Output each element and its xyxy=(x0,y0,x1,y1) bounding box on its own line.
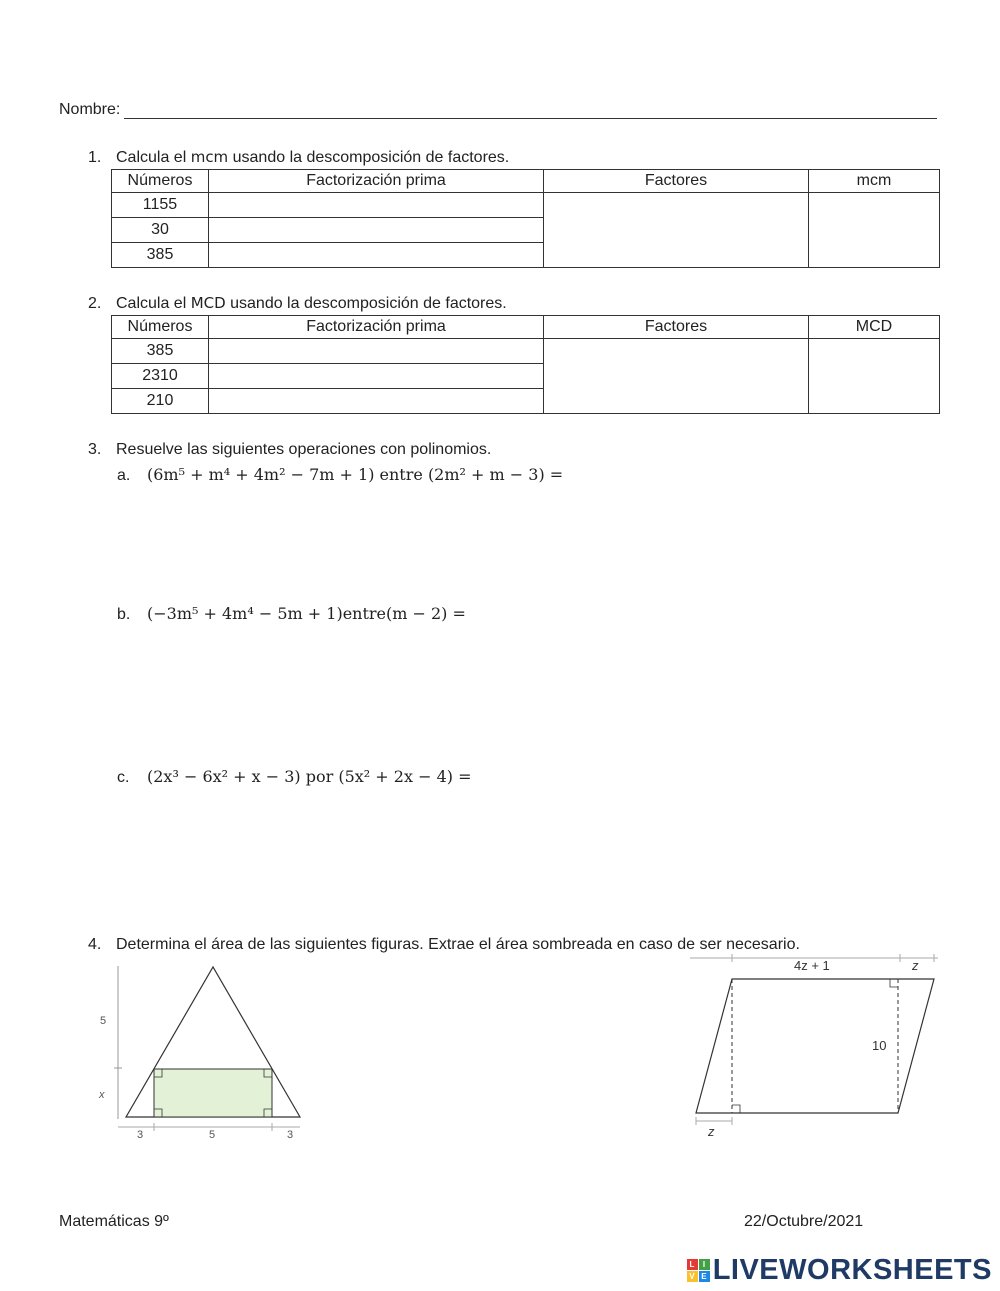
q2-header-mcd: MCD xyxy=(809,316,940,339)
q1-factorization-input[interactable] xyxy=(209,243,544,268)
q1-number-cell: 30 xyxy=(112,218,209,243)
q2-text-before: Calcula el xyxy=(116,295,191,312)
q1-number: 1. xyxy=(88,149,102,166)
name-field[interactable] xyxy=(59,101,937,119)
shaded-rectangle xyxy=(154,1069,272,1117)
triangle-label-x: x xyxy=(99,1089,105,1101)
q1-number-cell: 1155 xyxy=(112,193,209,218)
triangle-label-base-mid: 5 xyxy=(209,1129,216,1141)
q3-number: 3. xyxy=(88,441,102,458)
q2-number-cell: 2310 xyxy=(112,364,209,389)
parallelogram-figure xyxy=(690,952,950,1142)
q1-factores-input[interactable] xyxy=(544,193,809,268)
parallelogram-label-height: 10 xyxy=(872,1038,887,1053)
q1-keyword: mcm xyxy=(190,148,229,166)
q2-factores-input[interactable] xyxy=(544,339,809,414)
triangle-label-base-right: 3 xyxy=(287,1129,294,1141)
q3c-item xyxy=(117,767,471,787)
q1-header-factorizacion: Factorización prima xyxy=(209,170,544,193)
q2-header-row xyxy=(112,316,940,339)
brand-logo-letter: E xyxy=(699,1271,710,1282)
q2-prompt xyxy=(88,294,507,313)
q2-table xyxy=(111,315,940,414)
q2-number-cell: 385 xyxy=(112,339,209,364)
q3a-answer-area[interactable] xyxy=(145,495,935,585)
q3c-expression: (2x³ − 6x² + x − 3) por (5x² + 2x − 4) = xyxy=(147,767,472,786)
q4-text: Determina el área de las siguientes figuras. Extrae el área sombreada en caso de ser necesario. xyxy=(116,936,800,953)
name-blank-line[interactable] xyxy=(124,102,937,119)
q3b-label: b. xyxy=(117,606,131,623)
q3c-answer-area[interactable] xyxy=(145,797,935,917)
parallelogram-label-top: 4z + 1 xyxy=(794,958,830,973)
triangle-label-base-left: 3 xyxy=(137,1129,144,1141)
q1-header-factores: Factores xyxy=(544,170,809,193)
q1-header-row xyxy=(112,170,940,193)
q1-factorization-input[interactable] xyxy=(209,193,544,218)
q2-factorization-input[interactable] xyxy=(209,339,544,364)
q2-factorization-input[interactable] xyxy=(209,364,544,389)
triangle-label-5: 5 xyxy=(100,1015,107,1027)
triangle-figure xyxy=(92,958,312,1148)
q3b-answer-area[interactable] xyxy=(145,634,935,744)
liveworksheets-brand[interactable] xyxy=(687,1254,992,1287)
q1-text-after: usando la descomposición de factores. xyxy=(228,149,510,166)
q1-header-numeros: Números xyxy=(112,170,209,193)
brand-logo-letter: L xyxy=(687,1259,698,1270)
q2-keyword: MCD xyxy=(190,294,226,312)
parallelogram-label-top-offset: z xyxy=(912,958,919,973)
q2-header-factorizacion: Factorización prima xyxy=(209,316,544,339)
q4-number: 4. xyxy=(88,936,102,953)
q1-table xyxy=(111,169,940,268)
q2-mcd-input[interactable] xyxy=(809,339,940,414)
q2-header-numeros: Números xyxy=(112,316,209,339)
q3a-item xyxy=(117,465,563,485)
q2-header-factores: Factores xyxy=(544,316,809,339)
parallelogram-label-bottom-offset: z xyxy=(708,1124,715,1139)
q3a-expression: (6m⁵ + m⁴ + 4m² − 7m + 1) entre (2m² + m − 3) = xyxy=(147,465,564,484)
q2-factorization-input[interactable] xyxy=(209,389,544,414)
q2-number-cell: 210 xyxy=(112,389,209,414)
q3b-item xyxy=(117,604,466,624)
q2-text-after: usando la descomposición de factores. xyxy=(225,295,507,312)
q1-mcm-input[interactable] xyxy=(809,193,940,268)
q3b-expression: (−3m⁵ + 4m⁴ − 5m + 1)entre(m − 2) = xyxy=(147,604,466,623)
q3c-label: c. xyxy=(117,769,130,786)
q1-header-mcm: mcm xyxy=(809,170,940,193)
q2-number: 2. xyxy=(88,295,102,312)
name-label: Nombre: xyxy=(59,101,121,118)
footer-date: 22/Octubre/2021 xyxy=(744,1213,864,1230)
brand-logo-icon xyxy=(687,1259,710,1282)
q1-factorization-input[interactable] xyxy=(209,218,544,243)
brand-logo-letter: V xyxy=(687,1271,698,1282)
q3a-label: a. xyxy=(117,467,131,484)
table-row xyxy=(112,339,940,364)
q1-text-before: Calcula el xyxy=(116,149,191,166)
q3-text: Resuelve las siguientes operaciones con polinomios. xyxy=(116,441,492,458)
brand-name: LIVEWORKSHEETS xyxy=(712,1254,992,1286)
q1-number-cell: 385 xyxy=(112,243,209,268)
footer-subject: Matemáticas 9º xyxy=(59,1213,169,1230)
table-row xyxy=(112,193,940,218)
q1-prompt xyxy=(88,148,509,167)
brand-logo-letter: I xyxy=(699,1259,710,1270)
q3-prompt xyxy=(88,441,491,459)
